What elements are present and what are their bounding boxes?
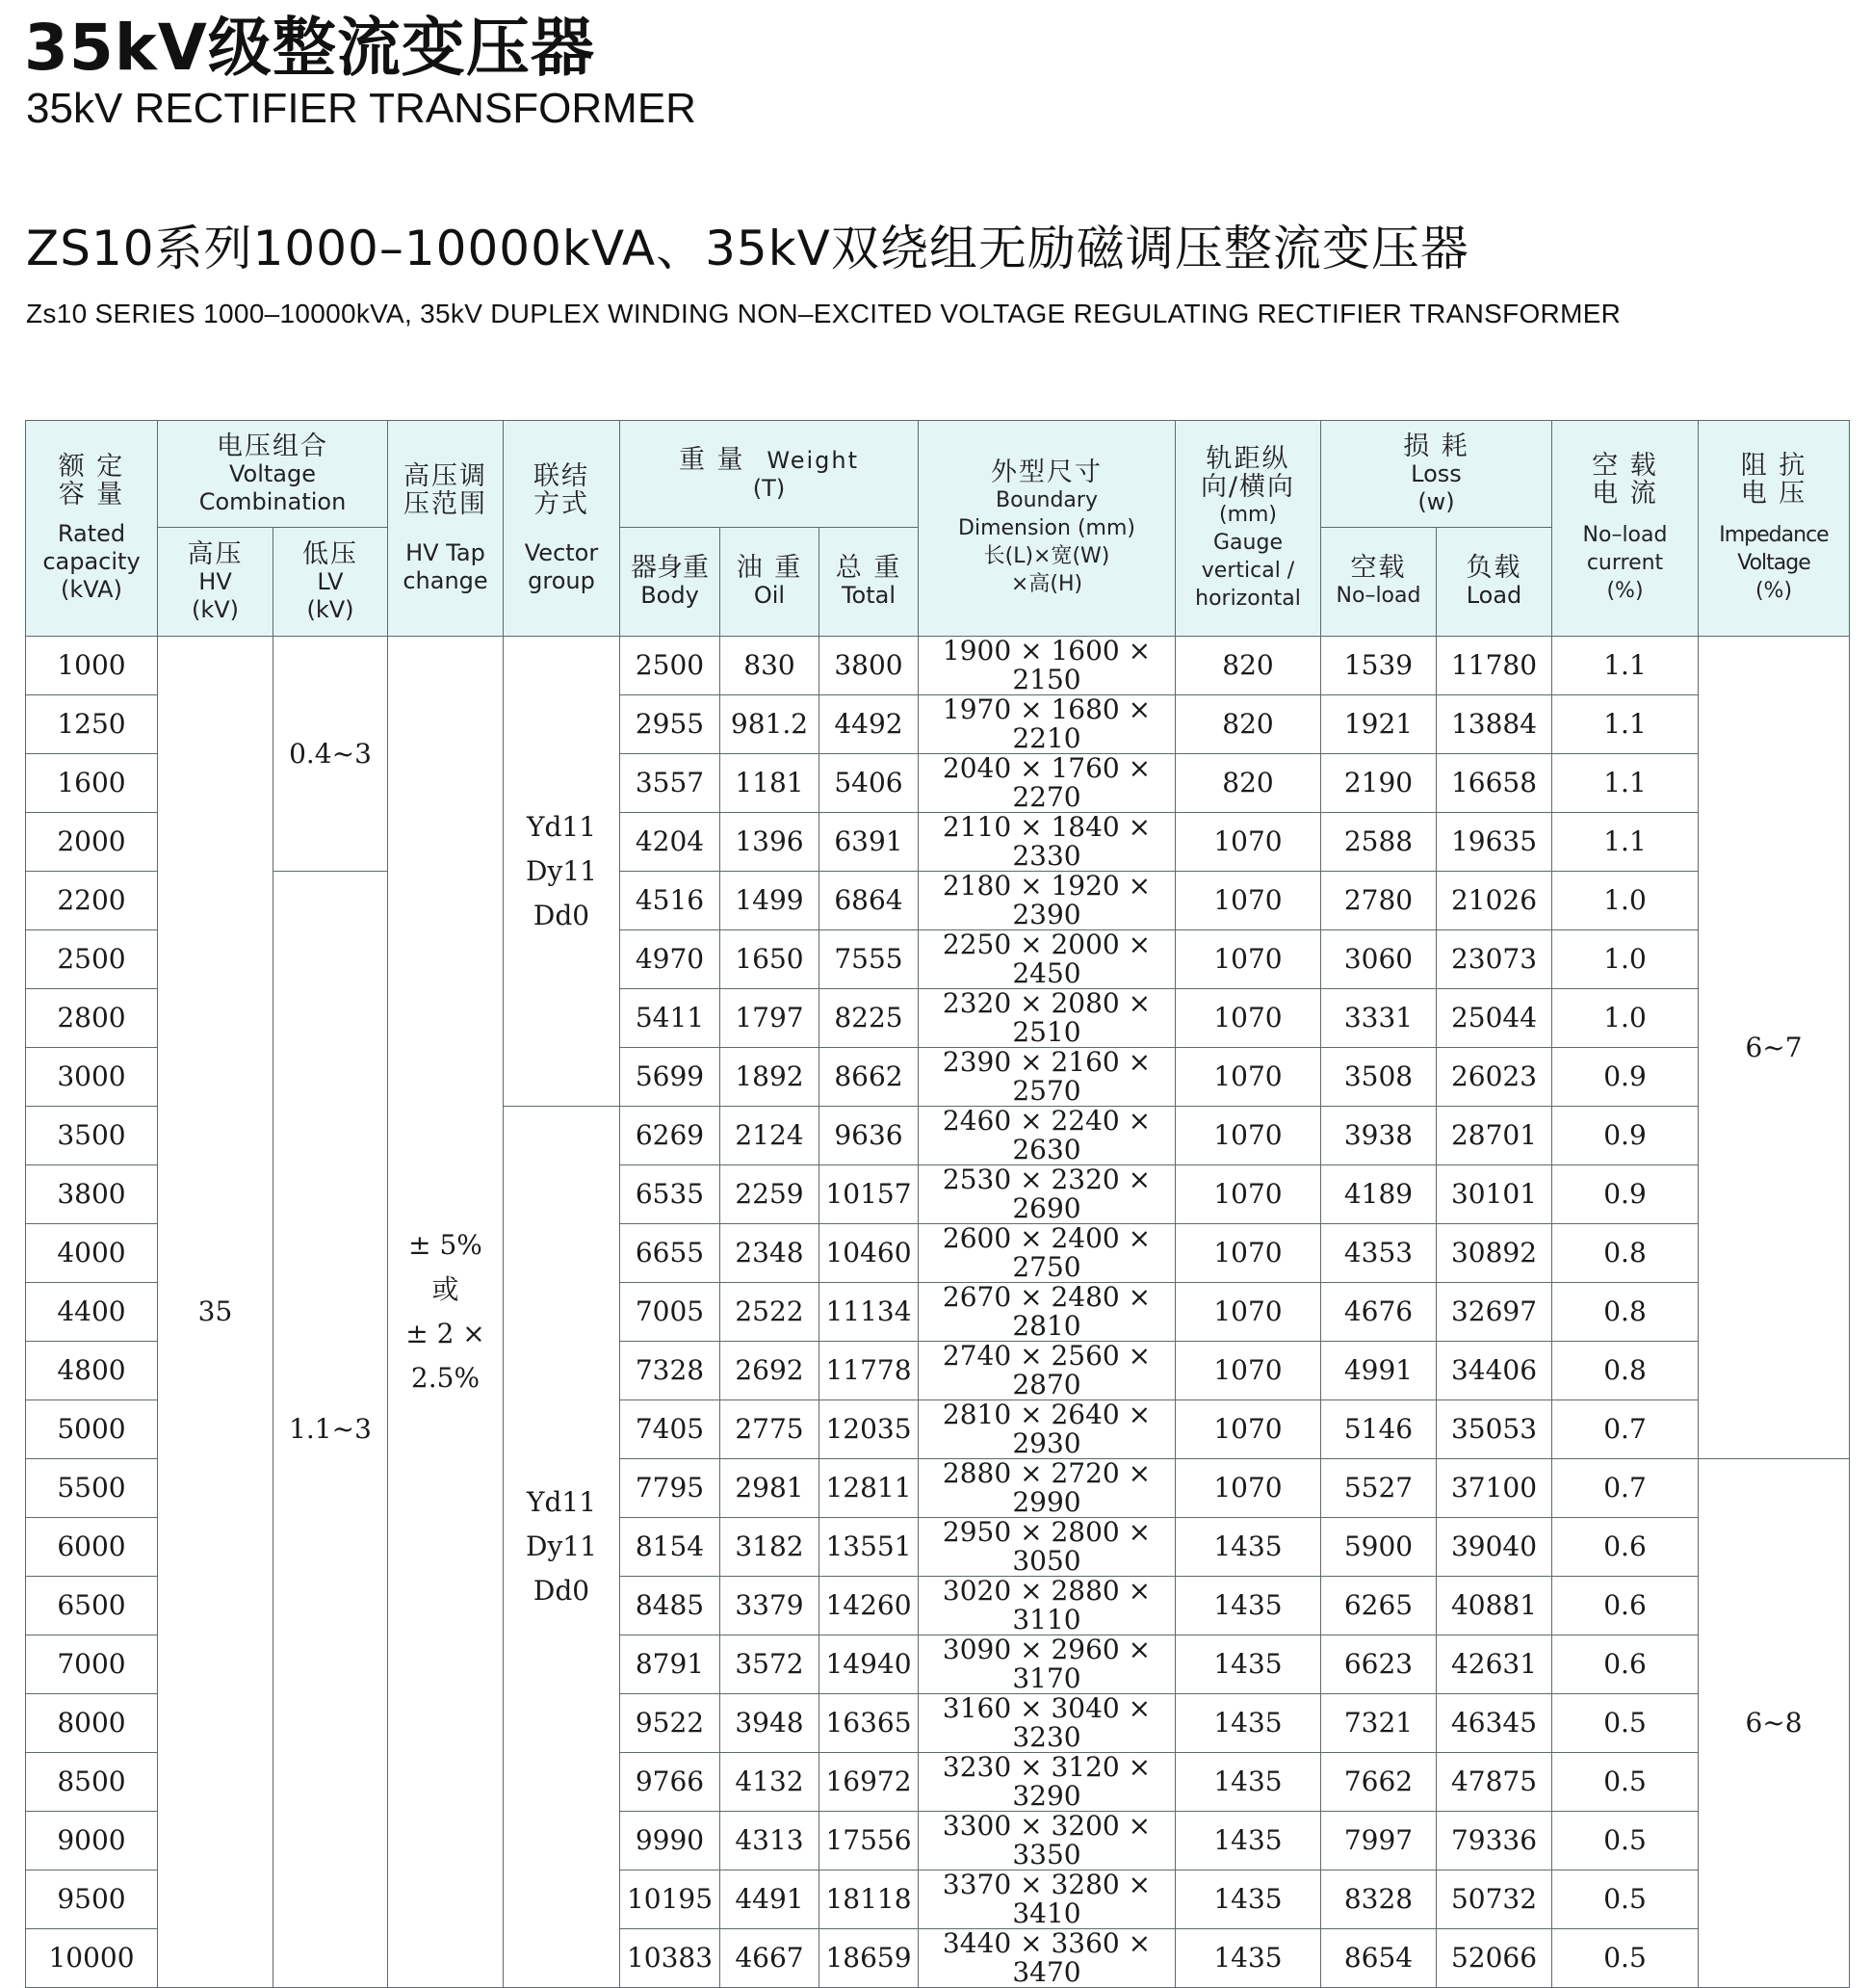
cell-noload-loss: 3938 xyxy=(1321,1107,1437,1165)
cell-dimension: 2670 × 2480 × 2810 xyxy=(919,1283,1176,1342)
cell-gauge: 1435 xyxy=(1176,1635,1321,1694)
cell-body-weight: 4970 xyxy=(620,930,720,989)
cell-noload-current: 0.9 xyxy=(1552,1107,1699,1165)
header-lv: 低压 LV (kV) xyxy=(273,528,388,637)
cell-noload-current: 1.1 xyxy=(1552,754,1699,813)
cell-noload-loss: 6265 xyxy=(1321,1577,1437,1635)
cell-body-weight: 4516 xyxy=(620,872,720,930)
cell-noload-current: 0.5 xyxy=(1552,1929,1699,1988)
cell-capacity: 1000 xyxy=(26,637,158,695)
cell-dimension: 3160 × 3040 × 3230 xyxy=(919,1694,1176,1753)
cell-gauge: 1070 xyxy=(1176,1400,1321,1459)
cell-load-loss: 11780 xyxy=(1437,637,1552,695)
cell-noload-current: 1.0 xyxy=(1552,872,1699,930)
cell-noload-loss: 2190 xyxy=(1321,754,1437,813)
cell-dimension: 3440 × 3360 × 3470 xyxy=(919,1929,1176,1988)
cell-noload-loss: 1921 xyxy=(1321,695,1437,754)
cell-total-weight: 6391 xyxy=(819,813,919,872)
cell-dimension: 3300 × 3200 × 3350 xyxy=(919,1812,1176,1870)
cell-body-weight: 8154 xyxy=(620,1518,720,1577)
cell-noload-current: 0.9 xyxy=(1552,1165,1699,1224)
cell-gauge: 1070 xyxy=(1176,1107,1321,1165)
cell-oil-weight: 4491 xyxy=(720,1870,819,1929)
cell-dimension: 3090 × 2960 × 3170 xyxy=(919,1635,1176,1694)
cell-capacity: 6000 xyxy=(26,1518,158,1577)
table-row xyxy=(26,872,1850,930)
cell-noload-loss: 7321 xyxy=(1321,1694,1437,1753)
cell-gauge: 1070 xyxy=(1176,813,1321,872)
cell-dimension: 2110 × 1840 × 2330 xyxy=(919,813,1176,872)
cell-dimension: 2180 × 1920 × 2390 xyxy=(919,872,1176,930)
cell-capacity: 7000 xyxy=(26,1635,158,1694)
cell-total-weight: 12811 xyxy=(819,1459,919,1518)
header-body-weight: 器身重 Body xyxy=(620,528,720,637)
cell-body-weight: 2500 xyxy=(620,637,720,695)
cell-dimension: 2530 × 2320 × 2690 xyxy=(919,1165,1176,1224)
cell-oil-weight: 3948 xyxy=(720,1694,819,1753)
cell-total-weight: 14940 xyxy=(819,1635,919,1694)
cell-load-loss: 30892 xyxy=(1437,1224,1552,1283)
cell-noload-loss: 4676 xyxy=(1321,1283,1437,1342)
cell-capacity: 5500 xyxy=(26,1459,158,1518)
cell-capacity: 2000 xyxy=(26,813,158,872)
cell-body-weight: 7795 xyxy=(620,1459,720,1518)
cell-gauge: 1435 xyxy=(1176,1518,1321,1577)
cell-body-weight: 5411 xyxy=(620,989,720,1048)
cell-noload-current: 0.6 xyxy=(1552,1577,1699,1635)
cell-total-weight: 17556 xyxy=(819,1812,919,1870)
cell-capacity: 4800 xyxy=(26,1342,158,1400)
cell-lv: 0.4~3 xyxy=(273,637,388,872)
cell-dimension: 2460 × 2240 × 2630 xyxy=(919,1107,1176,1165)
cell-noload-current: 1.1 xyxy=(1552,637,1699,695)
cell-load-loss: 25044 xyxy=(1437,989,1552,1048)
cell-tap-change-line: 或 xyxy=(431,1273,459,1305)
cell-load-loss: 42631 xyxy=(1437,1635,1552,1694)
cell-noload-current: 1.1 xyxy=(1552,695,1699,754)
cell-noload-current: 0.5 xyxy=(1552,1812,1699,1870)
cell-capacity: 10000 xyxy=(26,1929,158,1988)
cell-capacity: 8500 xyxy=(26,1753,158,1812)
cell-body-weight: 10383 xyxy=(620,1929,720,1988)
cell-body-weight: 4204 xyxy=(620,813,720,872)
cell-tap-change xyxy=(388,637,504,1988)
cell-noload-current: 0.7 xyxy=(1552,1459,1699,1518)
cell-oil-weight: 3182 xyxy=(720,1518,819,1577)
cell-total-weight: 10157 xyxy=(819,1165,919,1224)
cell-gauge: 820 xyxy=(1176,637,1321,695)
cell-total-weight: 5406 xyxy=(819,754,919,813)
table-row xyxy=(26,637,1850,695)
cell-load-loss: 23073 xyxy=(1437,930,1552,989)
cell-vector-group-line: Dd0 xyxy=(533,899,590,931)
cell-gauge: 1070 xyxy=(1176,872,1321,930)
cell-noload-loss: 7997 xyxy=(1321,1812,1437,1870)
cell-noload-loss: 3508 xyxy=(1321,1048,1437,1107)
cell-body-weight: 6655 xyxy=(620,1224,720,1283)
cell-vector-group xyxy=(504,637,620,1107)
cell-oil-weight: 2981 xyxy=(720,1459,819,1518)
cell-capacity: 5000 xyxy=(26,1400,158,1459)
cell-load-loss: 40881 xyxy=(1437,1577,1552,1635)
cell-vector-group-line: Dy11 xyxy=(526,1530,597,1562)
cell-gauge: 1435 xyxy=(1176,1870,1321,1929)
series-title-english: Zs10 SERIES 1000–10000kVA, 35kV DUPLEX WINDING NON–EXCITED VOLTAGE REGULATING RECTIFIER TRANSFORMER xyxy=(26,299,1622,328)
cell-body-weight: 9766 xyxy=(620,1753,720,1812)
header-oil-weight: 油 重 Oil xyxy=(720,528,819,637)
header-gauge: 轨距纵 向/横向 (mm) Gauge vertical / horizontal xyxy=(1176,421,1321,637)
cell-dimension: 3370 × 3280 × 3410 xyxy=(919,1870,1176,1929)
header-noload-current: 空 载 电 流 No–load current (%) xyxy=(1552,421,1699,637)
cell-capacity: 3000 xyxy=(26,1048,158,1107)
cell-noload-loss: 3331 xyxy=(1321,989,1437,1048)
cell-noload-loss: 1539 xyxy=(1321,637,1437,695)
cell-capacity: 1250 xyxy=(26,695,158,754)
spec-table xyxy=(25,420,1850,1988)
cell-noload-current: 0.8 xyxy=(1552,1224,1699,1283)
cell-noload-current: 0.5 xyxy=(1552,1694,1699,1753)
cell-total-weight: 9636 xyxy=(819,1107,919,1165)
cell-gauge: 1070 xyxy=(1176,1459,1321,1518)
header-impedance-voltage: 阻 抗 电 压 Impedance Voltage (%) xyxy=(1699,421,1850,637)
cell-noload-loss: 7662 xyxy=(1321,1753,1437,1812)
header-hv: 高压 HV (kV) xyxy=(158,528,273,637)
header-noload-loss: 空载 No–load xyxy=(1321,528,1437,637)
cell-total-weight: 8662 xyxy=(819,1048,919,1107)
cell-body-weight: 10195 xyxy=(620,1870,720,1929)
cell-body-weight: 3557 xyxy=(620,754,720,813)
header-weight: 重 量 Weight (T) xyxy=(620,421,919,528)
cell-noload-loss: 2588 xyxy=(1321,813,1437,872)
cell-noload-current: 1.0 xyxy=(1552,989,1699,1048)
cell-oil-weight: 2348 xyxy=(720,1224,819,1283)
cell-dimension: 2390 × 2160 × 2570 xyxy=(919,1048,1176,1107)
cell-noload-loss: 2780 xyxy=(1321,872,1437,930)
page-title-english: 35kV RECTIFIER TRANSFORMER xyxy=(26,85,696,132)
cell-load-loss: 79336 xyxy=(1437,1812,1552,1870)
cell-body-weight: 9990 xyxy=(620,1812,720,1870)
cell-body-weight: 8791 xyxy=(620,1635,720,1694)
cell-load-loss: 16658 xyxy=(1437,754,1552,813)
cell-noload-current: 0.5 xyxy=(1552,1870,1699,1929)
cell-oil-weight: 2522 xyxy=(720,1283,819,1342)
cell-noload-loss: 5146 xyxy=(1321,1400,1437,1459)
cell-gauge: 1070 xyxy=(1176,989,1321,1048)
cell-noload-loss: 8328 xyxy=(1321,1870,1437,1929)
cell-oil-weight: 4667 xyxy=(720,1929,819,1988)
cell-vector-group-line: Dy11 xyxy=(526,854,597,887)
cell-oil-weight: 4132 xyxy=(720,1753,819,1812)
cell-oil-weight: 1797 xyxy=(720,989,819,1048)
cell-dimension: 2880 × 2720 × 2990 xyxy=(919,1459,1176,1518)
cell-vector-group-line: Yd11 xyxy=(526,1486,597,1518)
cell-dimension: 1900 × 1600 × 2150 xyxy=(919,637,1176,695)
cell-noload-current: 0.6 xyxy=(1552,1635,1699,1694)
cell-dimension: 3020 × 2880 × 3110 xyxy=(919,1577,1176,1635)
header-vector-group: 联结 方式 Vector group xyxy=(504,421,620,637)
cell-load-loss: 46345 xyxy=(1437,1694,1552,1753)
cell-gauge: 1070 xyxy=(1176,1342,1321,1400)
cell-gauge: 1070 xyxy=(1176,1283,1321,1342)
cell-gauge: 1070 xyxy=(1176,1224,1321,1283)
cell-gauge: 1070 xyxy=(1176,1048,1321,1107)
cell-dimension: 2810 × 2640 × 2930 xyxy=(919,1400,1176,1459)
cell-capacity: 2200 xyxy=(26,872,158,930)
cell-oil-weight: 3572 xyxy=(720,1635,819,1694)
page-title: 35kV级整流变压器 xyxy=(24,11,595,85)
cell-dimension: 2320 × 2080 × 2510 xyxy=(919,989,1176,1048)
cell-impedance: 6~8 xyxy=(1699,1459,1850,1988)
cell-oil-weight: 830 xyxy=(720,637,819,695)
cell-total-weight: 10460 xyxy=(819,1224,919,1283)
cell-body-weight: 7405 xyxy=(620,1400,720,1459)
cell-load-loss: 21026 xyxy=(1437,872,1552,930)
cell-load-loss: 26023 xyxy=(1437,1048,1552,1107)
cell-noload-current: 1.1 xyxy=(1552,813,1699,872)
cell-noload-loss: 4991 xyxy=(1321,1342,1437,1400)
cell-oil-weight: 3379 xyxy=(720,1577,819,1635)
cell-total-weight: 16365 xyxy=(819,1694,919,1753)
cell-capacity: 2800 xyxy=(26,989,158,1048)
cell-body-weight: 8485 xyxy=(620,1577,720,1635)
cell-capacity: 1600 xyxy=(26,754,158,813)
cell-total-weight: 6864 xyxy=(819,872,919,930)
cell-capacity: 3500 xyxy=(26,1107,158,1165)
cell-oil-weight: 2775 xyxy=(720,1400,819,1459)
cell-noload-loss: 4353 xyxy=(1321,1224,1437,1283)
cell-body-weight: 5699 xyxy=(620,1048,720,1107)
cell-dimension: 2250 × 2000 × 2450 xyxy=(919,930,1176,989)
cell-oil-weight: 1892 xyxy=(720,1048,819,1107)
cell-dimension: 2740 × 2560 × 2870 xyxy=(919,1342,1176,1400)
cell-noload-loss: 4189 xyxy=(1321,1165,1437,1224)
cell-load-loss: 34406 xyxy=(1437,1342,1552,1400)
cell-gauge: 1435 xyxy=(1176,1753,1321,1812)
cell-noload-loss: 5900 xyxy=(1321,1518,1437,1577)
cell-tap-change-line: 2.5% xyxy=(410,1362,481,1394)
cell-total-weight: 11778 xyxy=(819,1342,919,1400)
cell-noload-current: 0.8 xyxy=(1552,1342,1699,1400)
cell-noload-current: 0.6 xyxy=(1552,1518,1699,1577)
cell-load-loss: 28701 xyxy=(1437,1107,1552,1165)
cell-total-weight: 12035 xyxy=(819,1400,919,1459)
cell-noload-loss: 5527 xyxy=(1321,1459,1437,1518)
cell-body-weight: 7328 xyxy=(620,1342,720,1400)
cell-tap-change-line: ± 5% xyxy=(408,1229,482,1261)
cell-gauge: 1435 xyxy=(1176,1812,1321,1870)
cell-dimension: 2950 × 2800 × 3050 xyxy=(919,1518,1176,1577)
cell-oil-weight: 2259 xyxy=(720,1165,819,1224)
cell-load-loss: 13884 xyxy=(1437,695,1552,754)
cell-load-loss: 52066 xyxy=(1437,1929,1552,1988)
cell-total-weight: 18659 xyxy=(819,1929,919,1988)
cell-gauge: 1070 xyxy=(1176,1165,1321,1224)
cell-noload-current: 1.0 xyxy=(1552,930,1699,989)
cell-capacity: 8000 xyxy=(26,1694,158,1753)
cell-noload-current: 0.9 xyxy=(1552,1048,1699,1107)
header-rated-capacity: 额 定 容 量 Rated capacity (kVA) xyxy=(26,421,158,637)
cell-capacity: 4000 xyxy=(26,1224,158,1283)
cell-total-weight: 16972 xyxy=(819,1753,919,1812)
cell-tap-change-line: ± 2 × xyxy=(405,1318,485,1349)
cell-gauge: 820 xyxy=(1176,754,1321,813)
cell-load-loss: 19635 xyxy=(1437,813,1552,872)
cell-total-weight: 14260 xyxy=(819,1577,919,1635)
cell-gauge: 820 xyxy=(1176,695,1321,754)
cell-dimension: 3230 × 3120 × 3290 xyxy=(919,1753,1176,1812)
cell-total-weight: 8225 xyxy=(819,989,919,1048)
spec-table-body xyxy=(26,637,1850,1988)
cell-noload-current: 0.5 xyxy=(1552,1753,1699,1812)
cell-gauge: 1435 xyxy=(1176,1929,1321,1988)
cell-total-weight: 3800 xyxy=(819,637,919,695)
cell-total-weight: 4492 xyxy=(819,695,919,754)
cell-oil-weight: 4313 xyxy=(720,1812,819,1870)
cell-body-weight: 9522 xyxy=(620,1694,720,1753)
cell-load-loss: 37100 xyxy=(1437,1459,1552,1518)
cell-capacity: 4400 xyxy=(26,1283,158,1342)
header-loss: 损 耗 Loss (w) xyxy=(1321,421,1552,528)
cell-oil-weight: 1650 xyxy=(720,930,819,989)
cell-oil-weight: 1499 xyxy=(720,872,819,930)
cell-noload-current: 0.8 xyxy=(1552,1283,1699,1342)
cell-noload-loss: 3060 xyxy=(1321,930,1437,989)
cell-total-weight: 7555 xyxy=(819,930,919,989)
header-boundary-dimension: 外型尺寸 Boundary Dimension (mm) 长(L)×宽(W) ×高(H) xyxy=(919,421,1176,637)
series-title: ZS10系列1000–10000kVA、35kV双绕组无励磁调压整流变压器 xyxy=(26,221,1469,276)
cell-hv: 35 xyxy=(158,637,273,1988)
cell-body-weight: 6269 xyxy=(620,1107,720,1165)
cell-load-loss: 32697 xyxy=(1437,1283,1552,1342)
cell-load-loss: 39040 xyxy=(1437,1518,1552,1577)
cell-load-loss: 35053 xyxy=(1437,1400,1552,1459)
cell-gauge: 1435 xyxy=(1176,1577,1321,1635)
cell-impedance: 6~7 xyxy=(1699,637,1850,1459)
cell-oil-weight: 2692 xyxy=(720,1342,819,1400)
cell-noload-loss: 8654 xyxy=(1321,1929,1437,1988)
cell-vector-group-line: Dd0 xyxy=(533,1575,590,1607)
cell-capacity: 3800 xyxy=(26,1165,158,1224)
cell-oil-weight: 2124 xyxy=(720,1107,819,1165)
cell-dimension: 1970 × 1680 × 2210 xyxy=(919,695,1176,754)
cell-gauge: 1070 xyxy=(1176,930,1321,989)
cell-total-weight: 13551 xyxy=(819,1518,919,1577)
cell-oil-weight: 1181 xyxy=(720,754,819,813)
cell-total-weight: 11134 xyxy=(819,1283,919,1342)
cell-capacity: 9500 xyxy=(26,1870,158,1929)
cell-capacity: 2500 xyxy=(26,930,158,989)
cell-gauge: 1435 xyxy=(1176,1694,1321,1753)
cell-load-loss: 30101 xyxy=(1437,1165,1552,1224)
cell-body-weight: 2955 xyxy=(620,695,720,754)
cell-lv: 1.1~3 xyxy=(273,872,388,1988)
header-voltage-combination: 电压组合 Voltage Combination xyxy=(158,421,388,528)
cell-dimension: 2600 × 2400 × 2750 xyxy=(919,1224,1176,1283)
cell-body-weight: 7005 xyxy=(620,1283,720,1342)
cell-noload-loss: 6623 xyxy=(1321,1635,1437,1694)
cell-load-loss: 50732 xyxy=(1437,1870,1552,1929)
cell-body-weight: 6535 xyxy=(620,1165,720,1224)
cell-dimension: 2040 × 1760 × 2270 xyxy=(919,754,1176,813)
cell-noload-current: 0.7 xyxy=(1552,1400,1699,1459)
cell-oil-weight: 1396 xyxy=(720,813,819,872)
header-load-loss: 负载 Load xyxy=(1437,528,1552,637)
header-total-weight: 总 重 Total xyxy=(819,528,919,637)
cell-oil-weight: 981.2 xyxy=(720,695,819,754)
cell-total-weight: 18118 xyxy=(819,1870,919,1929)
header-hv-tap-change: 高压调 压范围 HV Tap change xyxy=(388,421,504,637)
cell-capacity: 9000 xyxy=(26,1812,158,1870)
cell-vector-group-line: Yd11 xyxy=(526,810,597,843)
cell-capacity: 6500 xyxy=(26,1577,158,1635)
cell-load-loss: 47875 xyxy=(1437,1753,1552,1812)
cell-vector-group xyxy=(504,1107,620,1988)
